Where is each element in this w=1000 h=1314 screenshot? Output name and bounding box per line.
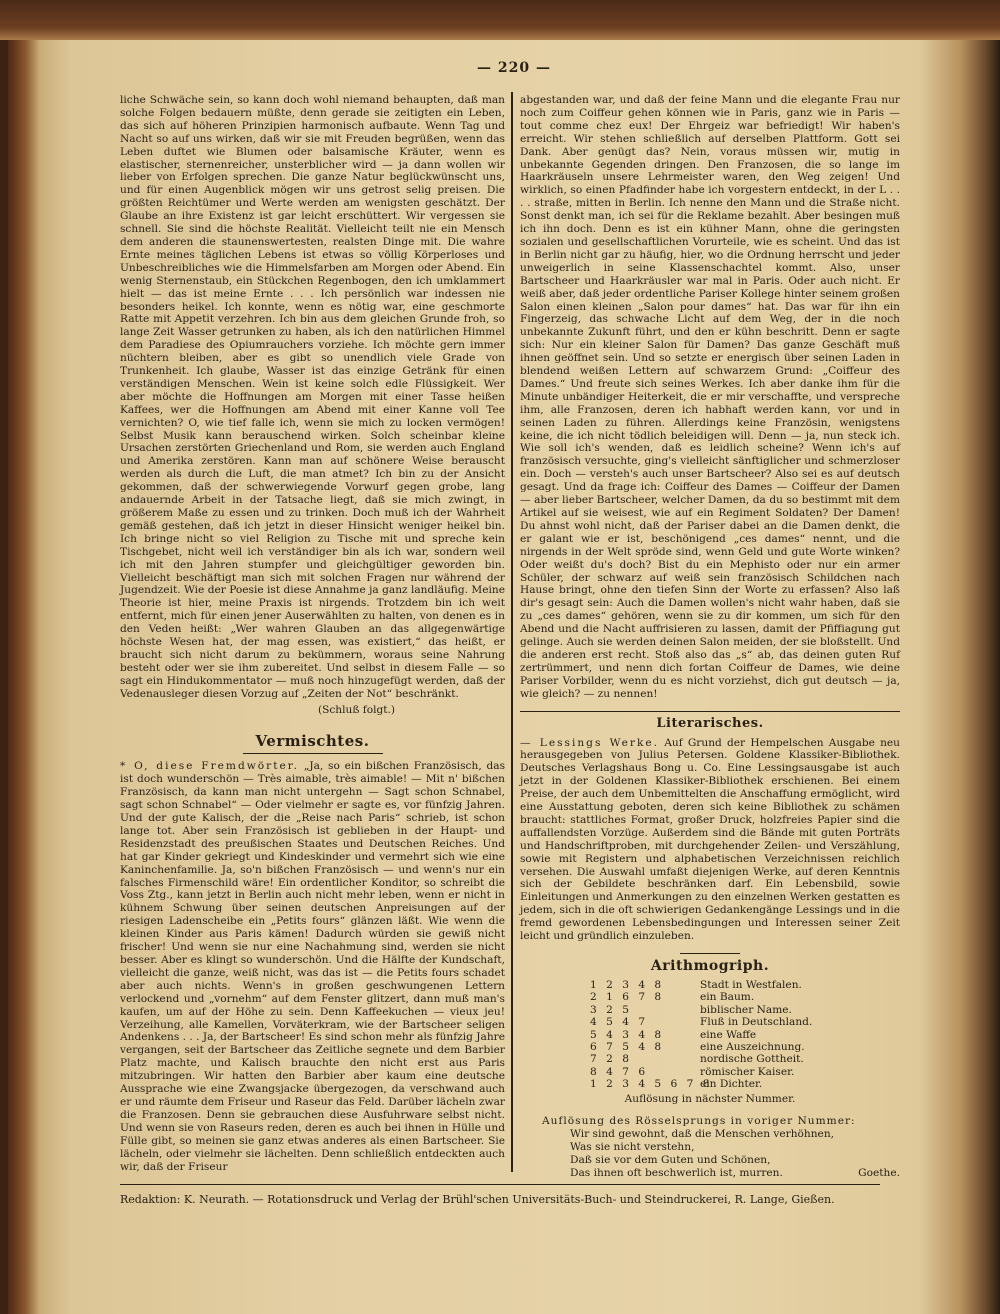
puzzle-row-clue: biblischer Name.: [700, 1003, 792, 1016]
literary-review-text: Auf Grund der Hempelschen Ausgabe neu herausgegeben von Julius Petersen. Goldene Klassiker-Bibliothek. Deutsches Verlagshaus Bong u. Co. Eine Lessingsausgabe ist auch jetzt in der Goldenen Klassiker-Bibliothek erschienen. Bei einem Preise, der auch dem Unbemittelten die Anschaffung ermöglicht, wird eine Ausstattung geboten, deren sich keine Bibliothek zu schämen braucht: stattliches Format, großer Druck, holzfreies Papier sind die auffallendsten Vorzüge. Außerdem sind die Bände mit guten Porträts und Handschriftproben, mit durchgehender Zeilen- und Verszählung, sowie mit Registern und alphabetischen Verzeichnissen reichlich versehen. Die Auswahl umfaßt diejenigen Werke, auf deren Kenntnis sich der Gebildete beschränken darf. Ein Lebensbild, sowie Einleitungen und Anmerkungen zu den einzelnen Werken gestatten es jedem, sich in die oft schwierigen Gedankengänge Lessings und in die fremd gewordenen Lebensbedingungen und Interessen seiner Zeit leicht und gründlich einzuleben.: [520, 736, 900, 943]
answer-verse: [570, 1128, 900, 1180]
puzzle-row: [590, 1041, 900, 1053]
puzzle-row-clue: eine Auszeichnung.: [700, 1040, 805, 1053]
puzzle-row: [590, 1053, 900, 1065]
puzzle-row: [590, 1004, 900, 1016]
puzzle-row-number: 6 7 5 4 8: [590, 1040, 665, 1053]
puzzle-row-clue: nordische Gottheit.: [700, 1053, 804, 1066]
puzzle-row-clue: Stadt in Westfalen.: [700, 978, 802, 991]
misc-article: [120, 760, 505, 1173]
literary-review: [520, 737, 900, 944]
puzzle-row: [590, 991, 900, 1003]
essay-continuation: liche Schwäche sein, so kann doch wohl niemand behaupten, daß man solche Folgen bedauern müßte, denn gerade sie zeitigten ein Leben, das sich auf höheren Prinzipien harmonisch aufbaute. Wenn Tag und Nacht so auf uns wirken, daß wir sie mit Freuden begrüßen, wenn das Leben duftet wie Blumen oder balsamische Kräuter, wenn es elastischer, sternenreicher, unsterblicher wird — ja dann wollen wir lieber von Erfolgen sprechen. Die ganze Natur beglückwünscht uns, und für einen Augenblick mögen wir uns getrost selig preisen. Die größten Reichtümer und Werte werden am wenigsten geschätzt. Der Glaube an ihre Existenz ist gar leicht erschüttert. Wir vergessen sie schnell. Sie sind die höchste Realität. Vielleicht teilt nie ein Mensch dem anderen die staunenswertesten, realsten Dinge mit. Die wahre Ernte meines täglichen Lebens ist etwas so völlig Körperloses und Unbeschreibliches wie die Himmelsfarben am Morgen oder Abend. Ein wenig Sternenstaub, ein Stückchen Regenbogen, den ich umklammert hielt — das ist meine Ernte . . . Ich persönlich war indessen nie besonders heikel. Ich konnte, wenn es nötig war, eine gesch​morte Ratte mit Appetit verzehren. Ich bin aus dem gleichen Grunde froh, so lange Zeit Wasser getrunken zu haben, als ich den natürlichen Himmel dem Paradiese des Opiumrauchers vorziehe. Ich möchte gern immer nüchtern bleiben, aber es gibt so unendlich viele Grade von Trunkenheit. Ich glaube, Wasser ist das einzige Getränk für einen verständigen Menschen. Wein ist keine solch edle Flüssigkeit. Wer aber möchte die Hoffnungen am Morgen mit einer Tasse heißen Kaffees, wer die Hoffnungen am Abend mit einer Kanne voll Tee vernichten? O, wie tief falle ich, wenn sie mich zu locken vermögen! Selbst Musik kann berauschend wirken. Solch scheinbar kleine Ursachen zerstörten Griechenland und Rom, sie werden auch England und Amerika zerstören. Kann man auf schönere Weise berauscht werden als durch die Luft, die man atmet? Ich bin zu der Ansicht gekommen, daß der schwerwiegende Vorwurf gegen grobe, lang andauernde Arbeit in der Tatsache liegt, daß sie mich zwingt, in größerem Maße zu essen und zu trinken. Doch muß ich der Wahrheit gemäß gestehen, daß ich jetzt in dieser Hinsicht weniger heikel bin. Ich bringe nicht so viel Religion zu Tische mit und spreche kein Tischgebet, nicht weil ich verständiger bin als ich war, sondern weil ich mit den Jahren stumpfer und gleichgültiger geworden bin. Vielleicht beschäftigt man sich mit solchen Fragen nur während der Jugendzeit. Wie der Poesie ist diese Annahme ja ganz landläufig. Meine Theorie ist hier, meine Praxis ist nirgends. Trotzdem bin ich weit entfernt, mich für einen jener Auserwählten zu halten, von denen es in den Veden heißt: „Wer wahren Glauben an das allgegenwärtige höchste Wesen hat, der mag essen, was existiert,“ das heißt, er braucht sich nicht darum zu bekümmern, woraus seine Nahrung besteht oder wer sie ihm zubereitet. Und selbst in diesem Falle — so sagt ein Hindukommentator — muß noch hinzugefügt werden, daß der Vedenausleger diesen Vorzug auf „Zeiten der Not“ beschränkt.: [120, 94, 505, 700]
page-top-edge: [0, 0, 1000, 40]
section-title-literarisches: Literarisches.: [656, 715, 764, 731]
imprint-footer: Redaktion: K. Neurath. — Rotationsdruck und Verlag der Brühl'schen Universitäts-Buch- und Steindruckerei, R. Lange, Gießen.: [120, 1184, 880, 1206]
puzzle-row: [590, 979, 900, 991]
puzzle-row-number: 5 4 3 4 8: [590, 1028, 665, 1041]
left-column: [120, 94, 505, 1173]
answer-title: Auflösung des Rösselsprungs in voriger Nummer:: [542, 1115, 856, 1128]
puzzle-row-clue: ein Dichter.: [700, 1078, 763, 1091]
puzzle-solution-note: Auflösung in nächster Nummer.: [624, 1092, 796, 1105]
puzzle-row-number: 7 2 8: [590, 1053, 632, 1066]
puzzle-row: [590, 1029, 900, 1041]
verse-author: Goethe.: [858, 1167, 900, 1180]
puzzle-row-number: 1 2 3 4 5 6 7 8: [590, 1078, 713, 1091]
to-be-continued-note: (Schluß folgt.): [317, 703, 395, 716]
puzzle-row-clue: eine Waffe: [700, 1028, 757, 1041]
verse-line: Das ihnen oft beschwerlich ist, murren.: [570, 1167, 783, 1180]
misc-article-lead: * O, diese Fremdwörter.: [120, 760, 300, 773]
puzzle-row: [590, 1016, 900, 1028]
puzzle-row-clue: Fluß in Deutschland.: [700, 1016, 813, 1029]
separator-rule: [520, 711, 900, 712]
verse-line: Wir sind gewohnt, daß die Menschen verhöhnen,: [570, 1128, 835, 1141]
misc-article-continuation: abgestanden war, und daß der feine Mann und die elegante Frau nur noch zum Coiffeur gehen können wie in Paris, ganz wie in Paris — tout comme chez eux! Der Ehrgeiz war befriedigt! Wir haben's erreicht. Wir stehen schließlich auf derselben Plattform. Gott sei Dank. Aber genügt das? Nein, voraus müssen wir, mutig in unbekannte Gegenden dringen. Den Franzosen, die so lange im Haarkräuseln unsere Lehrmeister waren, den Weg zeigen! Und wirklich, so einen Pfadfinder habe ich vorgestern entdeckt, in der L . . . . straße, mitten in Berlin. Ich nenne den Mann und die Straße nicht. Sonst denkt man, ich sei für die Reklame bezahlt. Aber besingen muß ich ihn doch. Denn es ist ein kühner Mann, ohne die geringsten sozialen und gesellschaftlichen Vorurteile, wie es scheint. Und das ist in Berlin nicht gar zu häufig, hier, wo die Ordnung herrscht und jeder unweigerlich in seine Klassenschachtel kommt. Also, unser Bartscheer und Haarkräusler war mal in Paris. Oder auch nicht. Er weiß aber, daß jeder ordentliche Pariser Kollege hinter seinem großen Salon einen kleinen „Salon pour dames“ hat. Das war für ihn ein Fingerzeig, das schwache Licht auf dem Weg, der in die noch unbekannte Zukunft führt, und den er kühn beschritt. Denn er sagte sich: Nur ein kleiner Salon für Damen? Das ganze Geschäft muß ihnen geöffnet sein. Und so setzte er energisch über seinen Laden in blendend weißen Lettern auf schwarzem Grund: „Coiffeur des Dames.“ Und freute sich seines Werkes. Ich aber danke ihm für die Minute unbändiger Heiterkeit, die er mir verschaffte, und verspreche ihm, alle Franzosen, deren ich habhaft werden kann, vor und in seinen Laden zu führen. Allerdings keine Französin, wenigstens keine, die ich nicht tödlich beleidigen will. Denn — ja, nun steck ich. Wie soll ich's wenden, daß es leidlich scheine? Wenn ich's auf französisch versuchte, ging's vielleicht sänftiglicher und schmerzloser ein. Doch — versteh's auch unser Bartscheer? Also sei es auf deutsch gesagt. Und da frage ich: Coiffeur des Dames — Coiffeur der Damen — aber lieber Bartscheer, welcher Damen, da du so bestimmt mit dem Artikel auf sie weisest, wie auf ein Regiment Soldaten? Der Damen! Du ahnst wohl nicht, daß der Pariser dabei an die Damen denkt, die er galant wie er ist, beschönigend „ces dames“ nennt, und die nirgends in der Welt spröde sind, wenn Geld und gute Worte winken? Oder weißt du's doch? Bist du ein Mephisto oder nur ein armer Schüler, der schwarz auf weiß sein französisch Schildchen nach Hause bringt, ohne den tiefen Sinn der Worte zu erfassen? Also laß dir's gesagt sein: Auch die Damen wollen's nicht wahr haben, daß sie zu „ces dames“ gehören, wenn sie zu dir kommen, um sich für den Abend und die Nacht auffrisieren zu lassen, damit der Pfiffiagung gut gelinge. Auch sie werden deinen Salon meiden, der sie bloßstellt. Und die anderen erst recht. Stoß also das „s“ ab, das deinen guten Ruf zertrümmert, und nenn dich fortan Coiffeur de Dames, wie deine Pariser Vorbilder, wenn du es nicht vorziehst, dich gut deutsch — ja, wie gleich? — zu nennen!: [520, 94, 900, 700]
separator-rule-short: [680, 953, 740, 954]
puzzle-row-clue: römischer Kaiser.: [700, 1065, 795, 1078]
puzzle-row-number: 8 4 7 6: [590, 1065, 649, 1078]
verse-line: Daß sie vor dem Guten und Schönen,: [570, 1154, 771, 1167]
puzzle-row-clue: ein Baum.: [700, 991, 755, 1004]
literary-review-lead: — Lessings Werke.: [520, 736, 660, 749]
puzzle-row-number: 1 2 3 4 8: [590, 978, 665, 991]
book-spine: [2, 40, 8, 1314]
column-divider: [511, 92, 513, 1172]
section-title-vermischtes: Vermischtes.: [255, 731, 370, 750]
puzzle-row: [590, 1066, 900, 1078]
verse-line: Was sie nicht verstehn,: [570, 1141, 695, 1154]
section-underline: [243, 753, 383, 754]
puzzle-list: [590, 979, 900, 1091]
puzzle-row: [590, 1078, 900, 1090]
right-column: [520, 94, 900, 1180]
puzzle-row-number: 3 2 5: [590, 1003, 632, 1016]
page-number: — 220 —: [477, 60, 551, 76]
puzzle-row-number: 2 1 6 7 8: [590, 991, 665, 1004]
puzzle-title: Arithmogriph.: [650, 958, 770, 974]
puzzle-row-number: 4 5 4 7: [590, 1016, 649, 1029]
misc-article-text: „Ja, so ein bißchen Französisch, das ist doch wunderschön — Très aimable, très aimable! — Mit n' bißchen Französisch, da kann man nicht untergehn — Sagt schon Schnabel, sagt schon Schnabel“ — Oder vielmehr er sagte es, vor fünfzig Jahren. Und der gute Kalisch, der die „Reise nach Paris“ schrieb, ist schon lange tot. Aber sein Französisch ist geblieben in der Haupt- und Residenzstadt des preußischen Staates und Deutschen Reiches. Und hat gar Kinder gekriegt und Kindeskinder und vermehrt sich wie eine Kaninchenfamilie. Ja, so'n bißchen Französisch — und wenn's nur ein falsches Firmenschild wäre! Ein ordentlicher Konditor, so schreibt die Voss Ztg., kann jetzt in Berlin auch nicht mehr leben, wenn er nicht in kühnem Schwung über seinen deutschen Anpreisungen auf der riesigen Ladenscheibe ein „Petits fours“ glänzen läßt. Wie wenn die kleinen Kinder aus Paris kämen! Dadurch würden sie gewiß nicht frischer! Und wenn sie nur eine Nachahmung sind, werden sie nicht besser. Aber es klingt so wunderschön. Und die Hälfte der Kundschaft, vielleicht die ganze, weiß nicht, was das ist — die Petits fours schadet aber auch nichts. Wenn's in großen geschwungenen Lettern verlockend und „vornehm“ auf dem Fenster glitzert, dann muß man's kaufen, um auf der Höhe zu sein. Denn Kaffeekuchen — vieux jeu! Verzeihung, alle Kamellen, Vorväterkram, wie der Bartscheer seligen Andenkens . . . Ja, der Bartscheer! Es sind schon mehr als fünfzig Jahre vergangen, seit der Bartscheer das Zeitliche segnete und dem Barbier Platz machte, und Kalisch brauchte den nicht erst aus Paris mitzubringen. Wir hatten den Barbier aber kaum eine deutsche Aussprache wie eine Zwangsjacke übergezogen, da verschwand auch er und räumte dem Friseur und Raseur das Feld. Darüber lächeln zwar die Franzosen. Denn sie gebrauchen diese Ausfuhrware selbst nicht. Und wenn sie von Raseurs reden, deren es auch bei ihnen in Hülle und Fülle gibt, so meinen sie ganz etwas anderes als einen Bartscheer. Sie lächeln, oder vielmehr sie lächelten. Denn schließlich entdeckten auch wir, daß der Friseur: [120, 760, 506, 1173]
